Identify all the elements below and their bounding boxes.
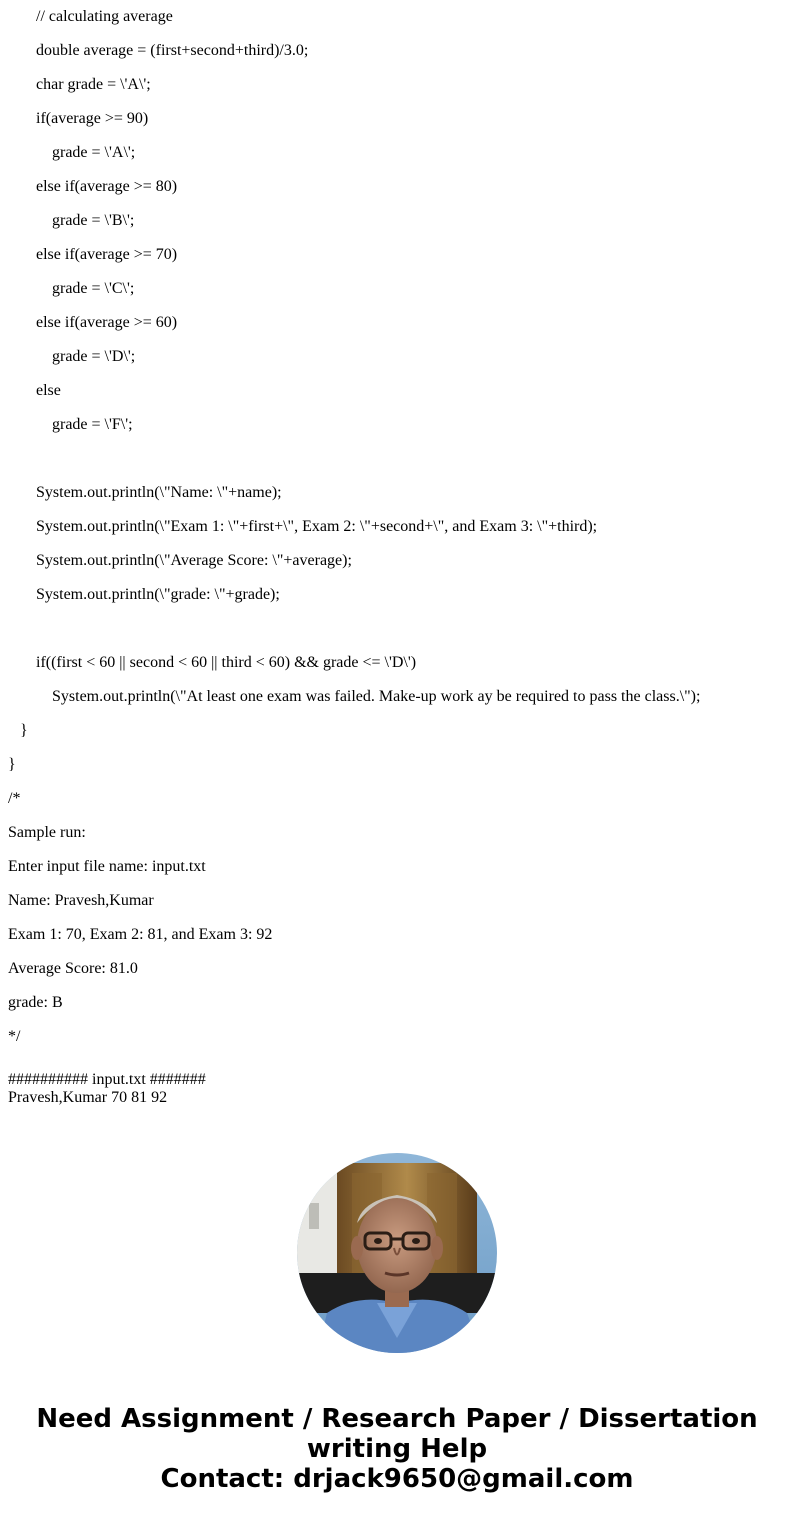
code-line: System.out.println(\"Name: \"+name);	[36, 484, 282, 501]
author-photo-icon	[297, 1153, 497, 1353]
code-line: else if(average >= 60)	[36, 314, 178, 331]
code-line: if((first < 60 || second < 60 || third < 60) && grade <= \'D\')	[36, 654, 417, 671]
promo-line-1: Need Assignment / Research Paper / Dissertation	[36, 1404, 758, 1434]
code-line: System.out.println(\"Exam 1: \"+first+\", Exam 2: \"+second+\", and Exam 3: \"+third);	[36, 518, 598, 535]
code-line: char grade = \'A\';	[36, 76, 151, 93]
sample-run-line: Average Score: 81.0	[8, 960, 138, 977]
input-file-block: ########## input.txt ####### Pravesh,Kumar 70 81 92	[8, 1071, 206, 1106]
sample-run-line: grade: B	[8, 994, 63, 1011]
sample-run-line: Name: Pravesh,Kumar	[8, 892, 154, 909]
code-line: */	[8, 1028, 21, 1045]
code-line: else	[36, 382, 61, 399]
code-line: /*	[8, 790, 21, 807]
code-line: }	[8, 756, 16, 773]
avatar	[297, 1153, 497, 1353]
promo-line-2: writing Help	[306, 1434, 488, 1464]
code-line: if(average >= 90)	[36, 110, 149, 127]
code-line: }	[20, 722, 28, 739]
sample-run-line: Exam 1: 70, Exam 2: 81, and Exam 3: 92	[8, 926, 273, 943]
code-line: System.out.println(\"At least one exam was failed. Make-up work ay be required to pass the class.\");	[52, 688, 701, 705]
promo-banner	[0, 1404, 794, 1494]
code-line: grade = \'A\';	[52, 144, 136, 161]
code-line: grade = \'B\';	[52, 212, 135, 229]
blank-line	[0, 450, 794, 468]
code-line: else if(average >= 70)	[36, 246, 178, 263]
code-line: // calculating average	[36, 8, 173, 25]
promo-contact: Contact: drjack9650@gmail.com	[160, 1464, 634, 1494]
blank-line	[0, 620, 794, 638]
sample-run-line: Sample run:	[8, 824, 86, 841]
code-line: grade = \'D\';	[52, 348, 136, 365]
code-line: System.out.println(\"Average Score: \"+average);	[36, 552, 352, 569]
code-line: System.out.println(\"grade: \"+grade);	[36, 586, 280, 603]
code-listing	[0, 8, 794, 1062]
code-line: double average = (first+second+third)/3.0;	[36, 42, 309, 59]
code-line: else if(average >= 80)	[36, 178, 178, 195]
code-line: grade = \'F\';	[52, 416, 133, 433]
sample-run-line: Enter input file name: input.txt	[8, 858, 206, 875]
code-line: grade = \'C\';	[52, 280, 135, 297]
